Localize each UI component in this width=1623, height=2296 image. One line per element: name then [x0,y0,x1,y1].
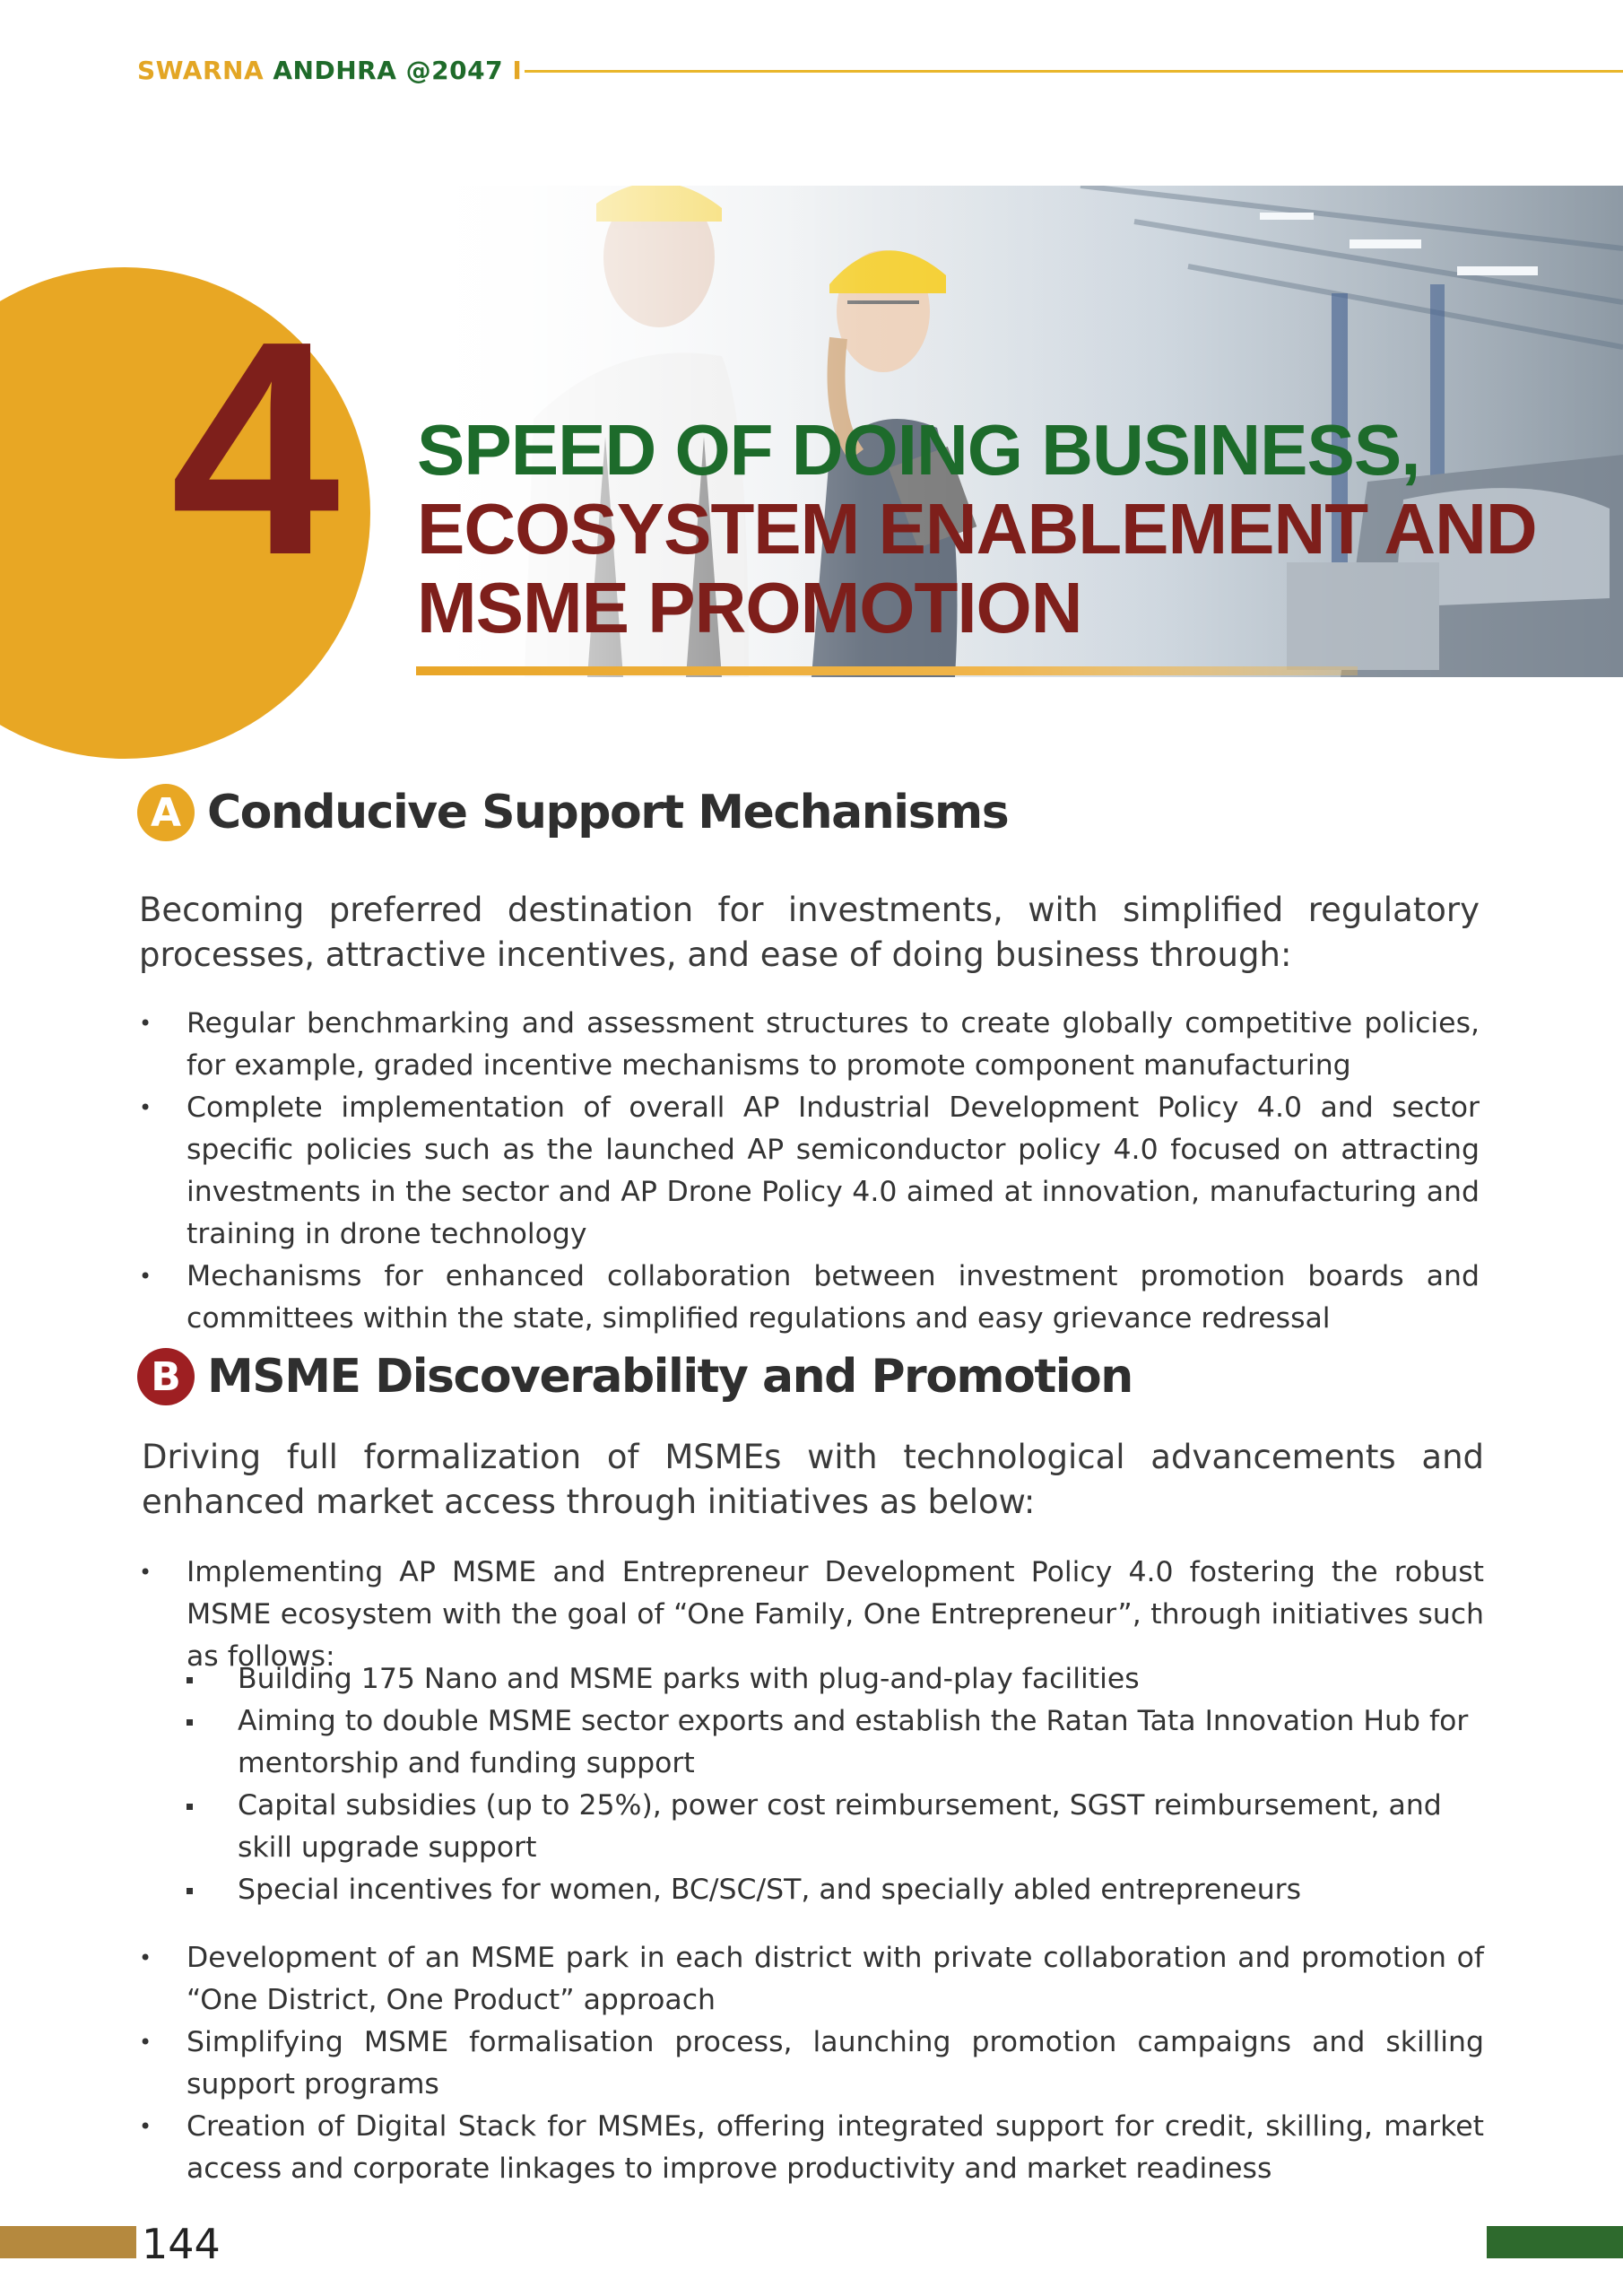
bullet-icon: • [139,2114,152,2139]
list-item: • Complete implementation of overall AP Industrial Development Policy 4.0 and sector specific policies such as the launched AP semiconductor policy 4.0 focused on attracting investments in the sector and AP Drone Policy 4.0 aimed at innovation, manufacturing and training in drone technology [139,1087,1480,1256]
square-bullet-icon [187,1888,193,1894]
list-item: • Implementing AP MSME and Entrepreneur Development Policy 4.0 fostering the robust MSME ecosystem with the goal of “One Family, One Entrepreneur”, through initiatives such as follows: [139,1552,1484,1678]
list-item: • Development of an MSME park in each district with private collaboration and promotion of “One District, One Product” approach [139,1937,1484,2022]
list-item: • Creation of Digital Stack for MSMEs, offering integrated support for credit, skilling, market access and corporate linkages to improve productivity and market readiness [139,2106,1484,2190]
section-b-intro: Driving full formalization of MSMEs with technological advancements and enhanced market access through initiatives as below: [142,1438,1484,1521]
page-number: 144 [142,2220,221,2268]
list-item: • Regular benchmarking and assessment structures to create globally competitive policies, for example, graded incentive mechanisms to promote component manufacturing [139,1003,1480,1087]
sub-list-item: Building 175 Nano and MSME parks with plug-and-play facilities [187,1658,1484,1700]
chapter-title-line-3: MSME PROMOTION [417,568,1082,648]
chapter-title-line-2: ECOSYSTEM ENABLEMENT AND [417,489,1537,569]
bullet-icon: • [139,1945,152,1970]
title-underline [416,666,1358,675]
sub-list-item: Special incentives for women, BC/SC/ST, and specially abled entrepreneurs [187,1869,1484,1911]
document-header [137,56,522,85]
square-bullet-icon [187,1804,193,1810]
header-separator: I [512,56,523,85]
sub-list-item: Capital subsidies (up to 25%), power cost reimbursement, SGST reimbursement, and skill upgrade support [187,1785,1484,1869]
section-b-heading [137,1348,1133,1405]
section-b-bullet-list [139,1937,1484,2190]
section-b-badge: B [137,1348,195,1405]
sub-list-item: Aiming to double MSME sector exports and establish the Ratan Tata Innovation Hub for mentorship and funding support [187,1700,1484,1785]
square-bullet-icon [187,1677,193,1683]
section-b-title: MSME Discoverability and Promotion [207,1350,1133,1404]
section-a-heading [137,784,1008,841]
list-item: • Simplifying MSME formalisation process, launching promotion campaigns and skilling support programs [139,2022,1484,2106]
list-item: • Mechanisms for enhanced collaboration between investment promotion boards and committees within the state, simplified regulations and easy grievance redressal [139,1256,1480,1340]
section-b-sub-bullet-list [187,1658,1484,1911]
square-bullet-icon [187,1719,193,1726]
chapter-title-line-1: SPEED OF DOING BUSINESS, [417,410,1420,490]
footer-right-bar [1487,2226,1623,2258]
section-a-title: Conducive Support Mechanisms [207,786,1009,839]
section-a-badge: A [137,784,195,841]
bullet-icon: • [139,1095,152,1120]
header-rule [525,70,1623,73]
section-a-intro: Becoming preferred destination for investments, with simplified regulatory processes, attractive incentives, and ease of doing business through: [139,891,1480,974]
chapter-title [417,411,1537,648]
header-word-andhra: ANDHRA @2047 [273,56,504,85]
bullet-icon: • [139,1011,152,1036]
footer-left-bar [0,2226,136,2258]
bullet-icon: • [139,1264,152,1289]
bullet-icon: • [139,1560,152,1585]
bullet-icon: • [139,2030,152,2055]
header-word-swarna: SWARNA [137,56,265,85]
chapter-number: 4 [170,278,330,619]
section-a-bullet-list [139,1003,1480,1340]
